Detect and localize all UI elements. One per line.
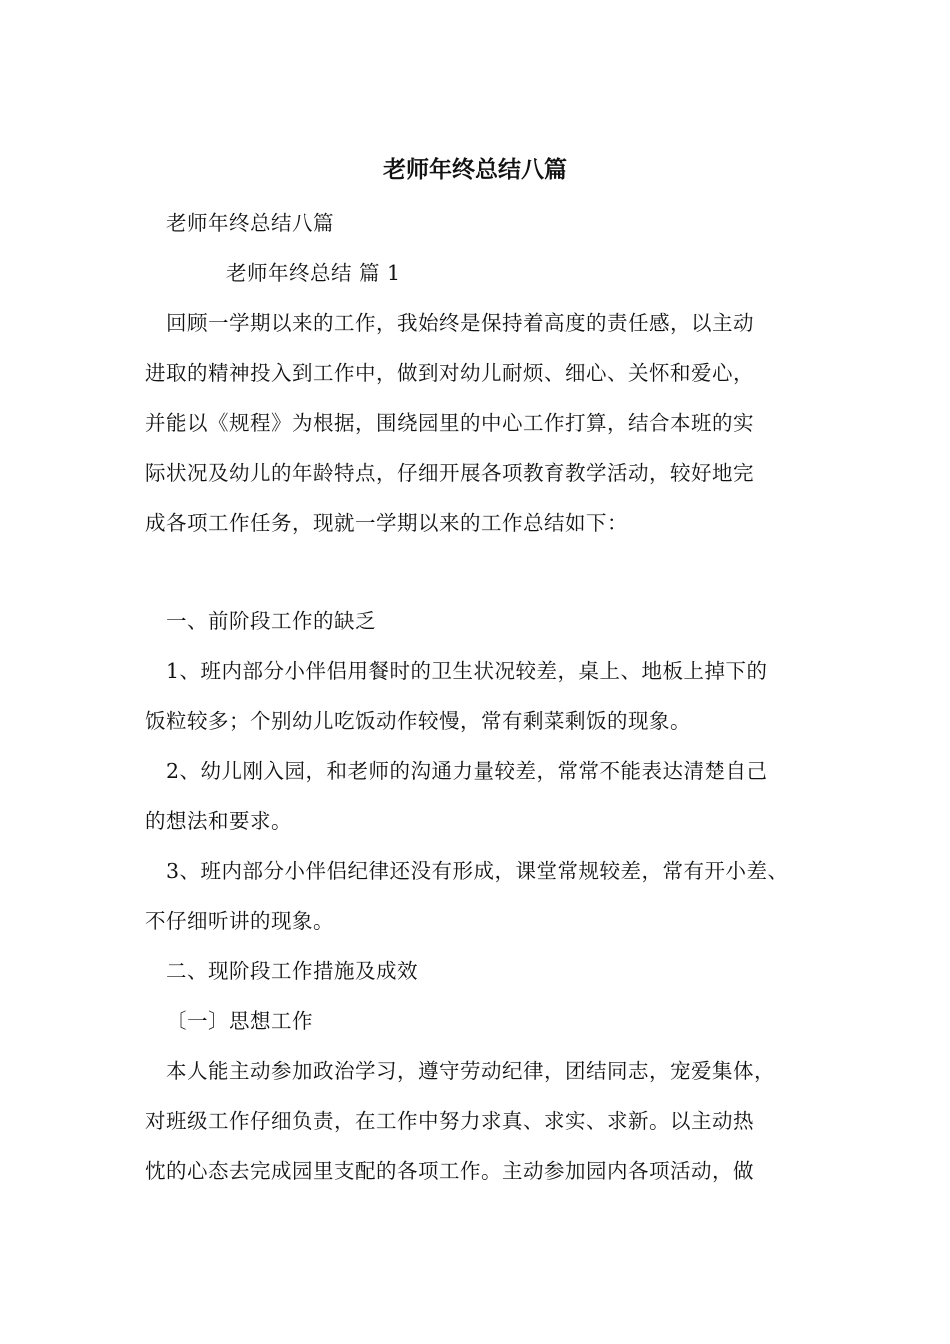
section-heading: 老师年终总结 篇 1 [226, 261, 401, 285]
list-item-line: 不仔细听讲的现象。 [145, 909, 334, 933]
paragraph-line: 回顾一学期以来的工作，我始终是保持着高度的责任感，以主动 [166, 311, 754, 335]
section-heading-1: 一、前阶段工作的缺乏 [166, 609, 376, 633]
list-item-line: 饭粒较多；个别幼儿吃饭动作较慢，常有剩菜剩饭的现象。 [145, 709, 691, 733]
paragraph-line: 际状况及幼儿的年龄特点，仔细开展各项教育教学活动，较好地完 [145, 461, 754, 485]
list-item-line: 2、幼儿刚入园，和老师的沟通力量较差，常常不能表达清楚自己 [166, 759, 768, 783]
paragraph-line: 并能以《规程》为根据，围绕园里的中心工作打算，结合本班的实 [145, 411, 754, 435]
list-item-line: 3、班内部分小伴侣纪律还没有形成，课堂常规较差，常有开小差、 [166, 859, 789, 883]
paragraph-line: 对班级工作仔细负责，在工作中努力求真、求实、求新。以主动热 [145, 1109, 754, 1133]
subsection-heading: 〔一〕思想工作 [166, 1009, 313, 1033]
document-subtitle: 老师年终总结八篇 [166, 211, 334, 235]
section-heading-2: 二、现阶段工作措施及成效 [166, 959, 418, 983]
paragraph-line: 忱的心态去完成园里支配的各项工作。主动参加园内各项活动，做 [145, 1159, 754, 1183]
list-item-line: 的想法和要求。 [145, 809, 292, 833]
list-item-line: 1、班内部分小伴侣用餐时的卫生状况较差，桌上、地板上掉下的 [166, 659, 768, 683]
paragraph-line: 本人能主动参加政治学习，遵守劳动纪律，团结同志，宠爱集体， [166, 1059, 775, 1083]
paragraph-line: 进取的精神投入到工作中，做到对幼儿耐烦、细心、关怀和爱心， [145, 361, 754, 385]
paragraph-line: 成各项工作任务，现就一学期以来的工作总结如下： [145, 511, 628, 535]
document-title: 老师年终总结八篇 [383, 157, 567, 183]
